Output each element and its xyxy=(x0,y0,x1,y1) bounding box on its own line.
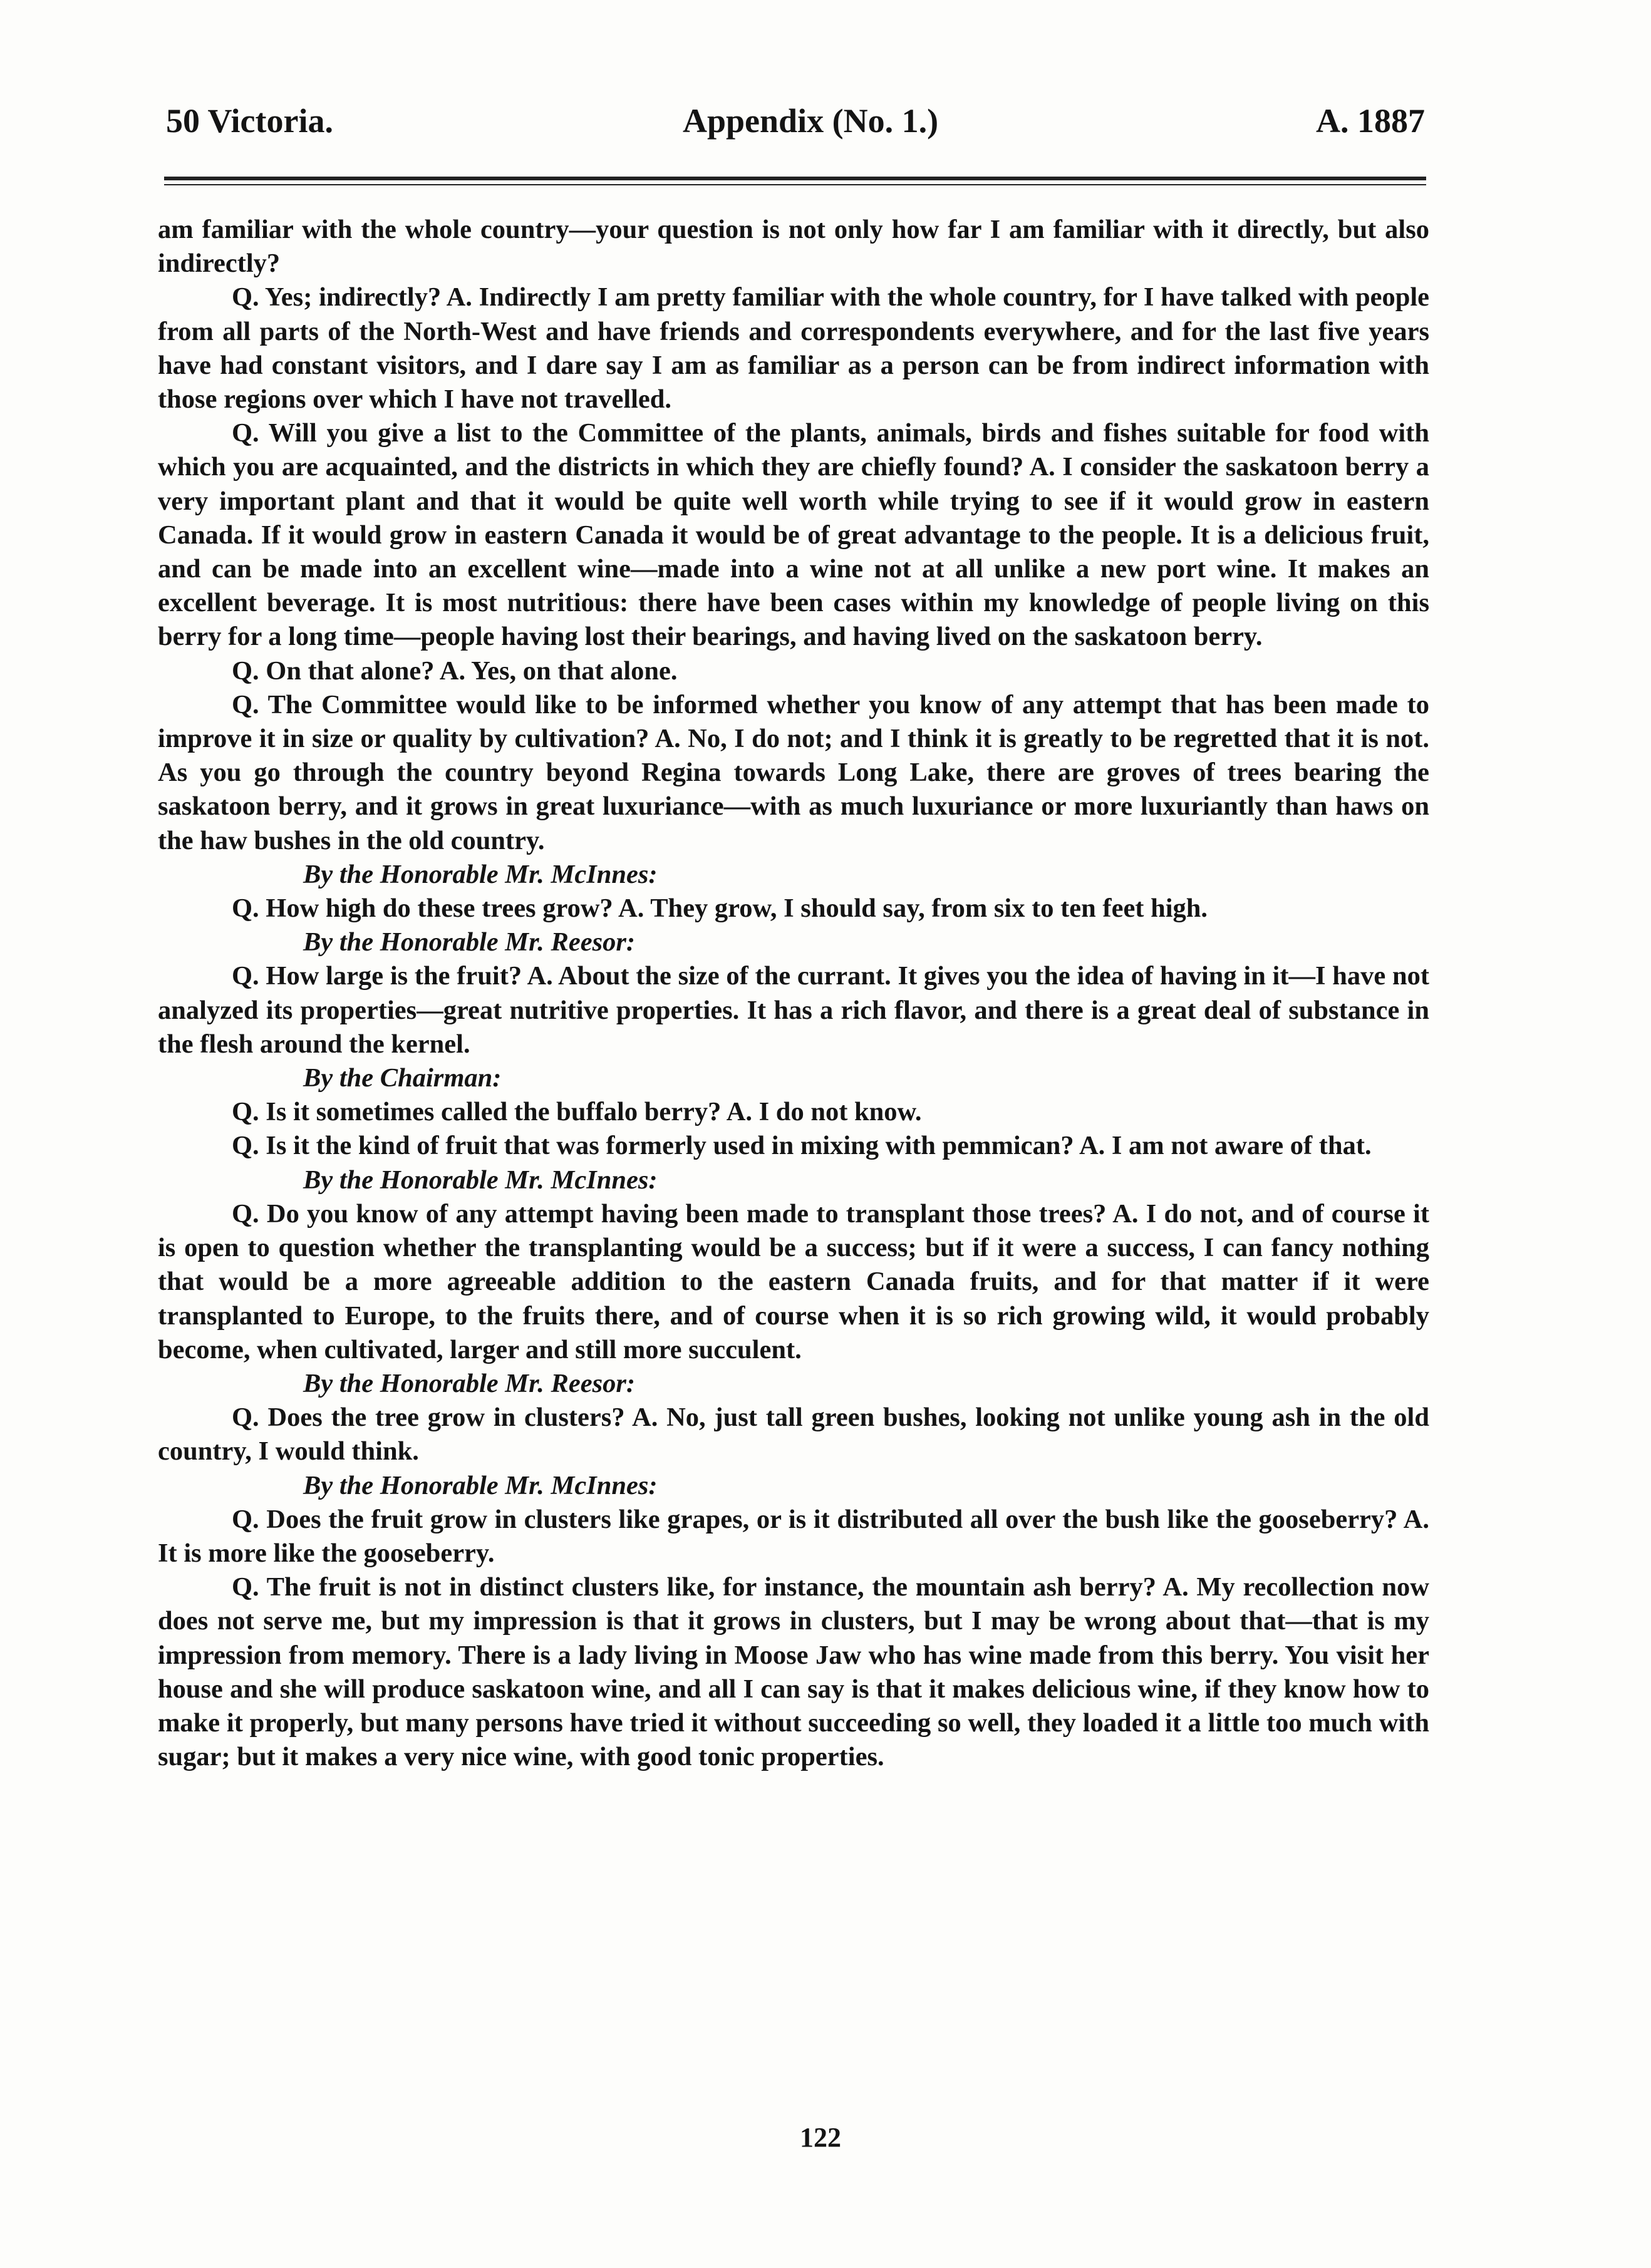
paragraph: Q. On that alone? A. Yes, on that alone. xyxy=(232,656,678,686)
page-header xyxy=(166,101,1425,152)
paragraph: Q. Do you know of any attempt having been made to transplant those trees? A. I do not, and of course it is open to question whether the transplanting would be a success; but if it were a success, I can fancy nothing that would be a more agreeable addition to the eastern Canada fruits, and for that matter if it were transplanted to Europe, to the fruits there, and of course when it is so rich growing wild, it would probably become, when cultivated, larger and still more succulent. xyxy=(158,1198,1429,1364)
speaker-byline: By the Honorable Mr. McInnes: xyxy=(303,1470,658,1500)
paragraph: Q. How high do these trees grow? A. They grow, I should say, from six to ten feet high. xyxy=(232,894,1208,924)
paragraph: Q. Yes; indirectly? A. Indirectly I am pretty familiar with the whole country, for I have talked with people from all parts of the North-West and have friends and correspondents everywhere, and for the last five years have had constant visitors, and I dare say I am as familiar as a person can be from indirect information with those regions over which I have not travelled. xyxy=(158,282,1429,415)
paragraph: Q. How large is the fruit? A. About the size of the currant. It gives you the idea of having in it—I have not analyzed its properties—great nutritive properties. It has a rich flavor, and there is a great deal of substance in the flesh around the kernel. xyxy=(158,961,1429,1059)
speaker-byline: By the Honorable Mr. Reesor: xyxy=(303,1368,636,1398)
header-year: A. 1887 xyxy=(1316,102,1425,140)
header-appendix: Appendix (No. 1.) xyxy=(683,102,939,140)
body-text xyxy=(158,213,1429,1774)
paragraph: Q. The Committee would like to be informed whether you know of any attempt that has been made to improve it in size or quality by cultivation? A. No, I do not; and I think it is greatly to be regretted that it is not. As you go through the country beyond Regina towards Long Lake, there are groves of trees bearing the saskatoon berry, and it grows in great luxuriance—with as much luxuriance or more luxuriantly than haws on the haw bushes in the old country. xyxy=(158,689,1429,855)
paragraph: am familiar with the whole country—your question is not only how far I am familiar with it directly, but also indirectly? xyxy=(158,215,1429,279)
paragraph: Q. The fruit is not in distinct clusters like, for instance, the mountain ash berry? A. My recollection now does not serve me, but my impression is that it grows in clusters, but I may be wrong about that—that is my impression from memory. There is a lady living in Moose Jaw who has wine made from this berry. You visit her house and she will produce saskatoon wine, and all I can say is that it makes delicious wine, if they know how to make it properly, but many persons have tried it without succeeding so well, they loaded it a little too much with sugar; but it makes a very nice wine, with good tonic properties. xyxy=(158,1572,1429,1772)
speaker-byline: By the Honorable Mr. McInnes: xyxy=(303,859,658,889)
speaker-byline: By the Honorable Mr. Reesor: xyxy=(303,927,636,957)
paragraph: Q. Will you give a list to the Committee of the plants, animals, birds and fishes suitable for food with which you are acquainted, and the districts in which they are chiefly found? A. I consider the saskatoon berry a very important plant and that it would be quite well worth while trying to see if it would grow in eastern Canada. If it would grow in eastern Canada it would be of great advantage to the people. It is a delicious fruit, and can be made into an excellent wine—made into a wine not at all unlike a new port wine. It makes an excellent beverage. It is most nutritious: there have been cases within my knowledge of people living on this berry for a long time—people having lost their bearings, and having lived on the saskatoon berry. xyxy=(158,418,1429,652)
page-number: 122 xyxy=(800,2122,841,2153)
header-rule-thick xyxy=(164,177,1426,180)
header-session: 50 Victoria. xyxy=(166,102,333,140)
speaker-byline: By the Chairman: xyxy=(303,1063,502,1093)
header-rule-thin xyxy=(164,184,1426,185)
paragraph: Q. Is it the kind of fruit that was formerly used in mixing with pemmican? A. I am not aware of that. xyxy=(232,1131,1372,1161)
speaker-byline: By the Honorable Mr. McInnes: xyxy=(303,1165,658,1195)
paragraph: Q. Does the tree grow in clusters? A. No, just tall green bushes, looking not unlike young ash in the old country, I would think. xyxy=(158,1403,1429,1466)
paragraph: Q. Is it sometimes called the buffalo berry? A. I do not know. xyxy=(232,1097,922,1127)
paragraph: Q. Does the fruit grow in clusters like grapes, or is it distributed all over the bush like the gooseberry? A. It is more like the gooseberry. xyxy=(158,1504,1429,1568)
